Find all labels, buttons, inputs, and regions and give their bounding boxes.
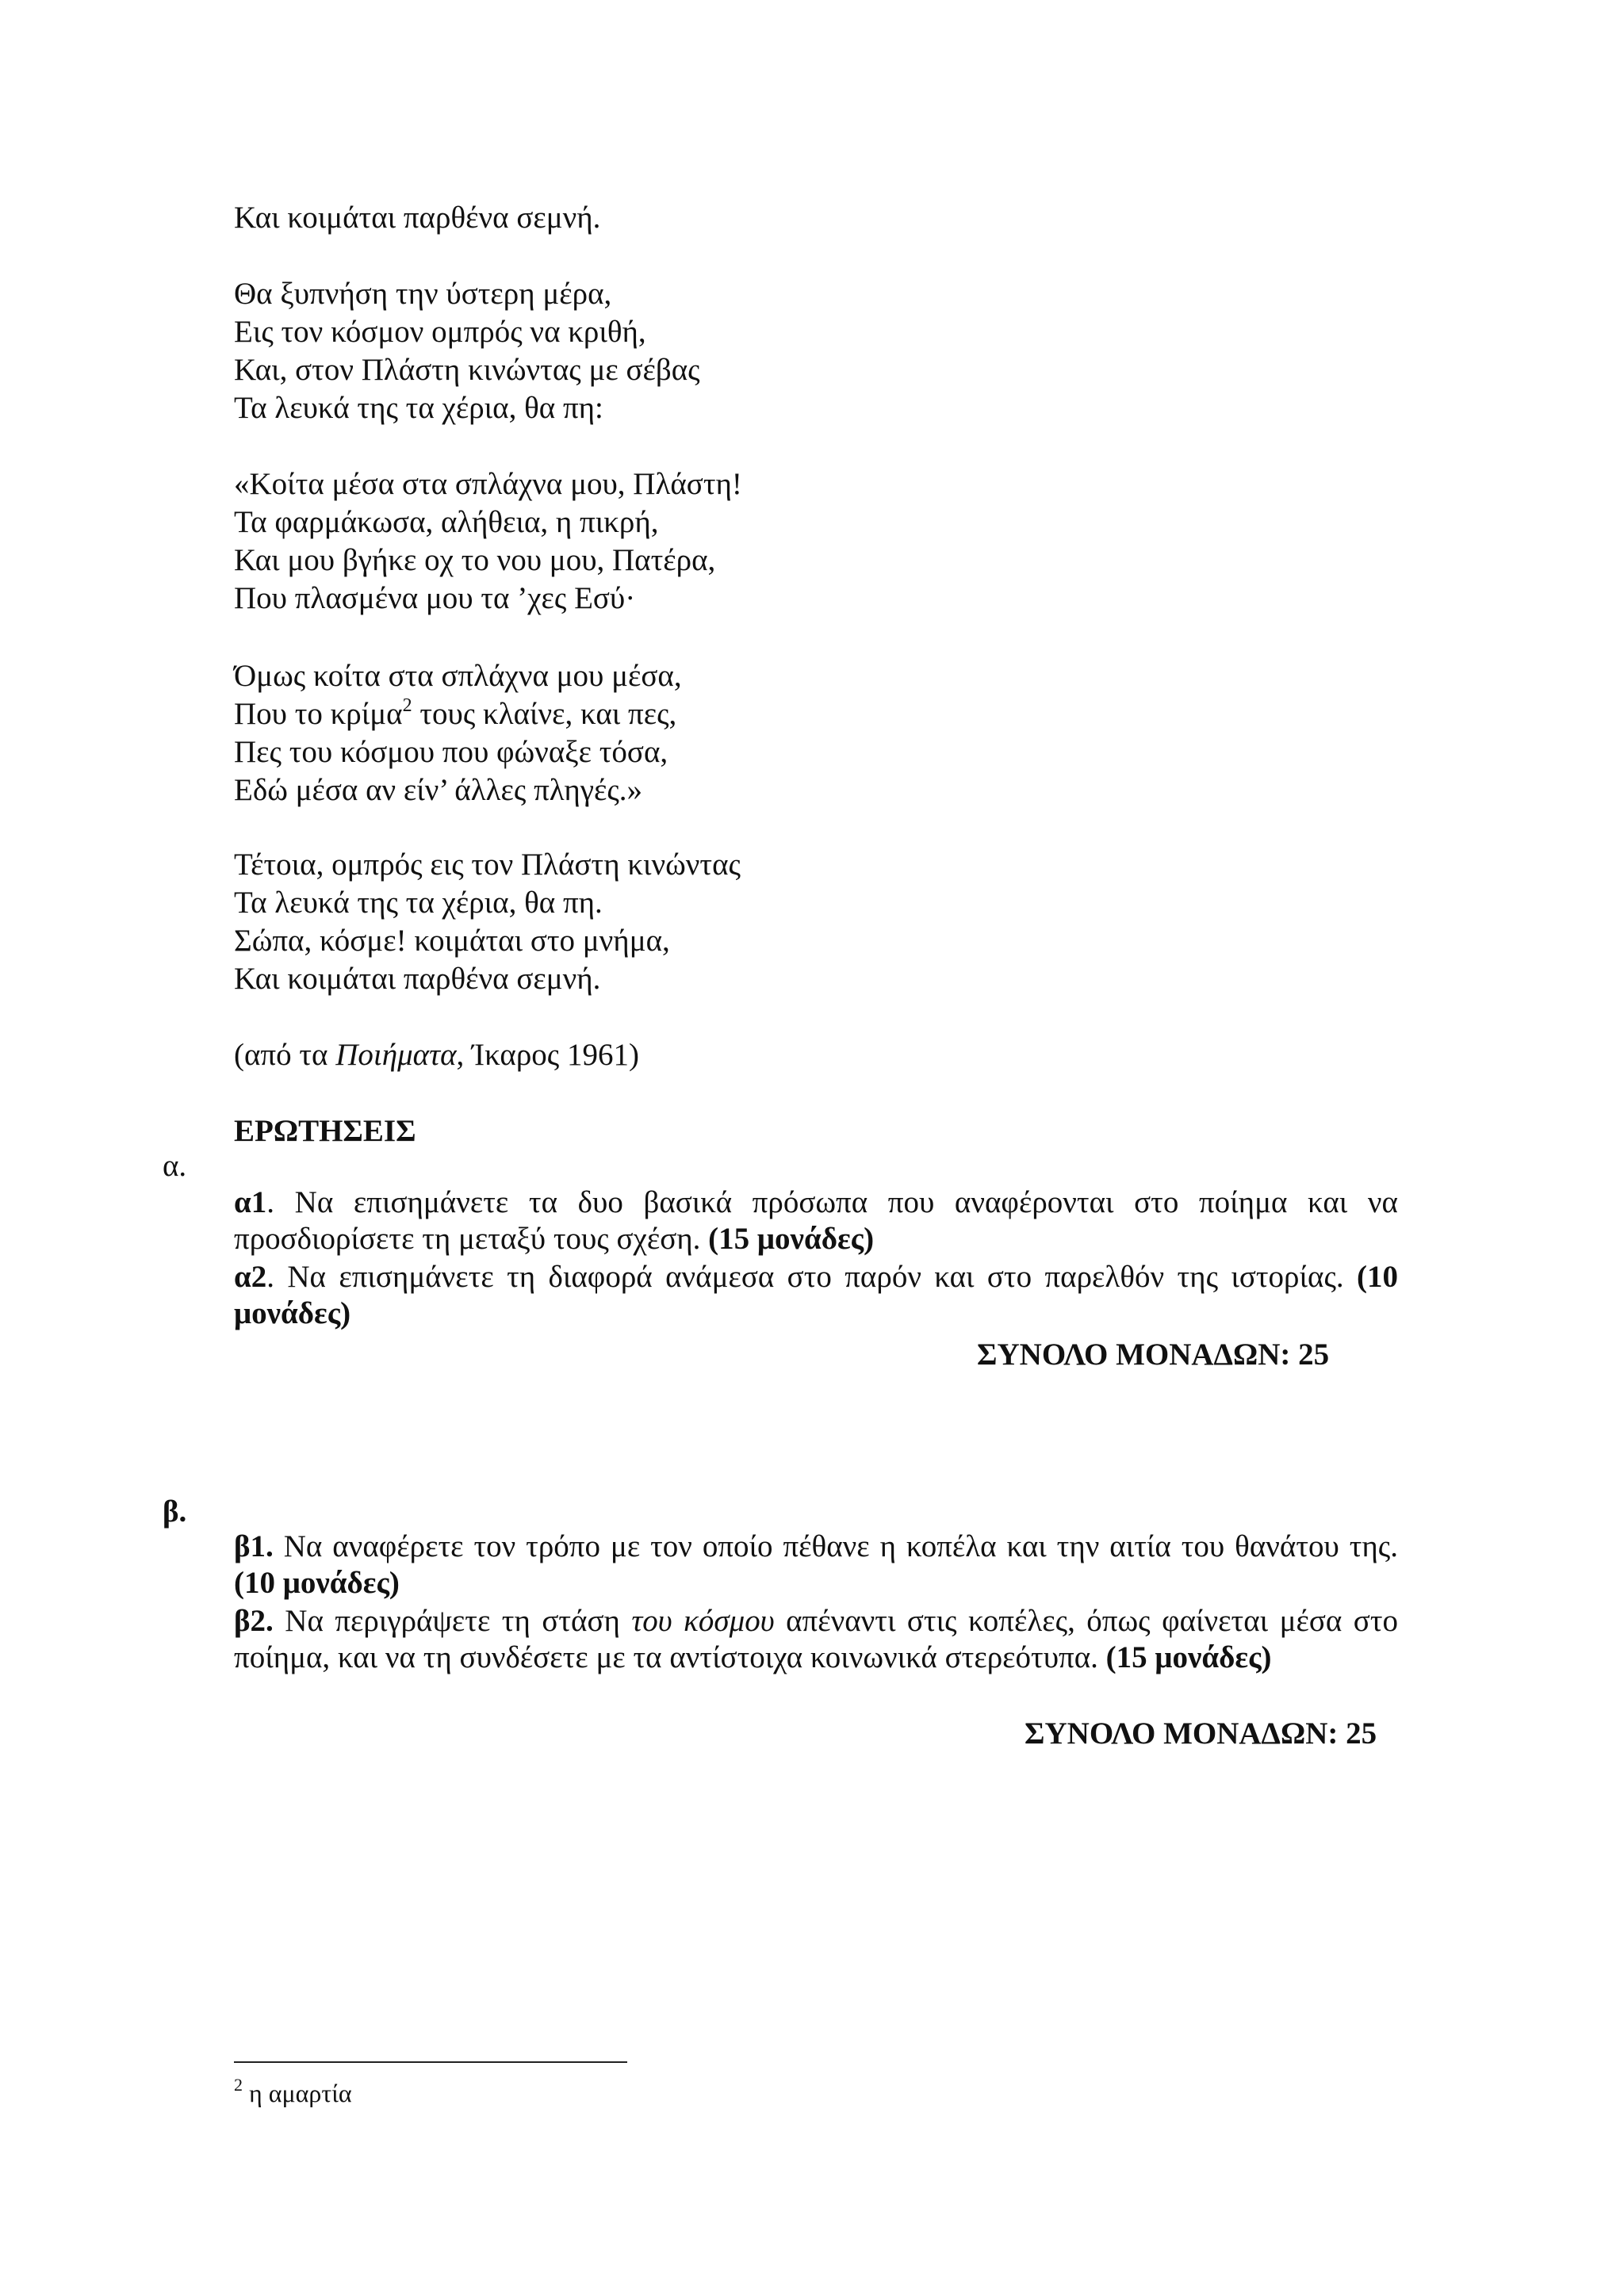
question-text: . Να επισημάνετε τα δυο βασικά πρόσωπα που αναφέρονται στο ποίημα και να προσδιορίσετε τη μεταξύ τους σχέση. (234, 1185, 1398, 1256)
poem-line: Εις τον κόσμον ομπρός να κριθή, (234, 315, 646, 349)
poem-line: Θα ξυπνήση την ύστερη μέρα, (234, 277, 612, 311)
question-b2 (234, 1603, 1398, 1676)
question-label: α1 (234, 1185, 267, 1219)
question-a2 (234, 1259, 1398, 1332)
question-label: β1. (234, 1529, 274, 1563)
footnote-number: 2 (234, 2075, 243, 2095)
footnote-marker: 2 (402, 695, 412, 716)
poem-line: Και, στον Πλάστη κινώντας με σέβας (234, 353, 700, 387)
footnote-separator (234, 2061, 627, 2063)
footnote-text: η αμαρτία (243, 2079, 352, 2107)
poem-line: Τα λευκά της τα χέρια, θα πη. (234, 886, 603, 920)
poem-line: «Κοίτα μέσα στα σπλάχνα μου, Πλάστη! (234, 467, 742, 501)
section-b-total: ΣΥΝΟΛΟ ΜΟΝΑΔΩΝ: 25 (1025, 1716, 1377, 1751)
question-text: . Να επισημάνετε τη διαφορά ανάμεσα στο παρόν και στο παρελθόν της ιστορίας. (266, 1260, 1357, 1294)
source-prefix: (από τα (234, 1038, 336, 1072)
question-text-italic: του κόσμου (631, 1604, 775, 1638)
question-text: απέναντι στις κοπέλες, όπως φαίνεται μέσα στο ποίημα, και να τη συνδέσετε με τα αντίστοιχα κοινωνικά στερεότυπα. (234, 1604, 1398, 1674)
source-suffix: , Ίκαρος 1961) (456, 1038, 639, 1072)
question-points: (10 μονάδες) (234, 1260, 1398, 1330)
section-b-letter: β. (163, 1494, 187, 1529)
poem-line: Εδώ μέσα αν είν’ άλλες πληγές.» (234, 773, 643, 807)
poem-line: Και κοιμάται παρθένα σεμνή. (234, 962, 601, 996)
poem-line: Και μου βγήκε οχ το νου μου, Πατέρα, (234, 543, 716, 577)
poem-line: Που πλασμένα μου τα ’χες Εσύ· (234, 581, 636, 615)
questions-heading: ΕΡΩΤΗΣΕΙΣ (234, 1114, 416, 1148)
footnote (234, 2077, 352, 2109)
question-text: Να αναφέρετε τον τρόπο με τον οποίο πέθανε η κοπέλα και την αιτία του θανάτου της. (273, 1529, 1398, 1563)
poem-line: Όμως κοίτα στα σπλάχνα μου μέσα, (234, 659, 682, 693)
question-a1 (234, 1184, 1398, 1257)
question-b1 (234, 1529, 1398, 1601)
poem-line: Σώπα, κόσμε! κοιμάται στο μνήμα, (234, 924, 670, 958)
section-a-total: ΣΥΝΟΛΟ ΜΟΝΑΔΩΝ: 25 (977, 1337, 1330, 1372)
question-points: (15 μονάδες) (708, 1222, 875, 1256)
poem-opening-line: Και κοιμάται παρθένα σεμνή. (234, 201, 601, 235)
poem-line: Τα λευκά της τα χέρια, θα πη: (234, 391, 603, 425)
question-text: Να περιγράψετε τη στάση (273, 1604, 632, 1638)
question-points: (10 μονάδες) (234, 1566, 400, 1600)
poem-line: Πες του κόσμου που φώναξε τόσα, (234, 735, 668, 769)
question-label: β2. (234, 1604, 274, 1638)
poem-line-with-footnote (234, 696, 676, 733)
section-a-letter: α. (163, 1149, 187, 1183)
poem-line: Τα φαρμάκωσα, αλήθεια, η πικρή, (234, 505, 659, 539)
source-title: Ποιήματα (335, 1038, 457, 1072)
poem-text: Που το κρίμα (234, 697, 403, 731)
poem-source (234, 1037, 639, 1073)
question-label: α2 (234, 1260, 267, 1294)
poem-line: Τέτοια, ομπρός εις τον Πλάστη κινώντας (234, 848, 741, 882)
poem-text: τους κλαίνε, και πες, (412, 697, 677, 731)
question-points: (15 μονάδες) (1105, 1640, 1272, 1674)
